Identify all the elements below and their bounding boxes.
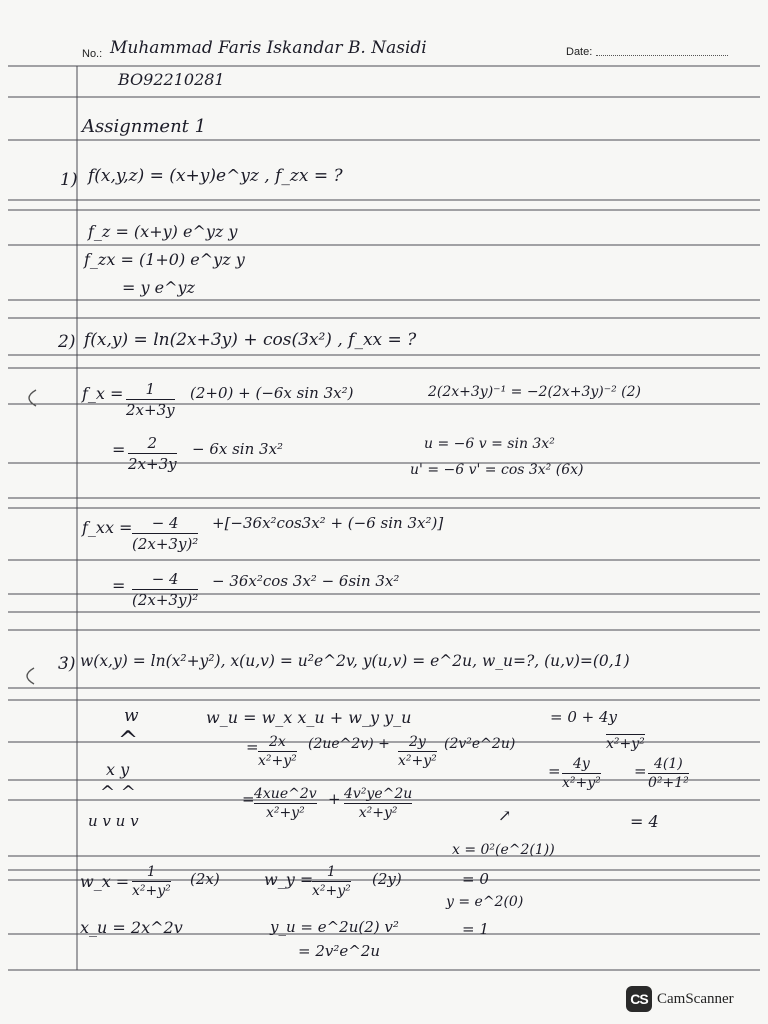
q2-side1: 2(2x+3y)⁻¹ = −2(2x+3y)⁻² (2)	[428, 384, 642, 400]
q2-fxx-rest: +[−36x²cos3x² + (−6 sin 3x²)]	[212, 514, 444, 532]
q2-fxx-num: − 4	[151, 514, 179, 532]
q2-fxx-lhs: f_xx =	[82, 518, 133, 537]
camscanner-brand: CamScanner	[657, 990, 734, 1007]
q1-number: 1)	[60, 170, 78, 190]
q3-eq1-num-a: 2x	[268, 734, 286, 750]
q3-eq2-den-b: x²+y²	[358, 805, 398, 821]
q3-eq1-frac-a	[258, 734, 297, 769]
binder-mark	[27, 668, 34, 684]
q3-wy-rest: (2y)	[372, 870, 402, 888]
q2-fx-num: 1	[145, 380, 156, 398]
q3-eq1-end: (2v²e^2u)	[444, 736, 516, 752]
q3-wu-line: w_u = w_x x_u + w_y y_u	[206, 708, 412, 727]
q2-side3: u' = −6 v' = cos 3x² (6x)	[410, 462, 584, 478]
q3-eq2-frac-a	[254, 786, 317, 821]
q2-eq2-rest: − 6x sin 3x²	[192, 440, 284, 458]
q3-yu: y_u = e^2u(2) v²	[270, 918, 399, 936]
q3-r2-eq: =	[548, 762, 561, 780]
q2-fin-eq: =	[112, 576, 126, 595]
q3-eq1-den-b: x²+y²	[398, 753, 437, 769]
student-id: BO92210281	[118, 70, 225, 89]
q1-line3: = y e^yz	[122, 278, 195, 297]
q2-eq2-eq: =	[112, 440, 126, 459]
q3-eq2-den-a: x²+y²	[265, 805, 305, 821]
q3-r3-eq: =	[634, 762, 647, 780]
q2-side2: u = −6 v = sin 3x²	[424, 436, 555, 452]
q3-r1-den: x²+y²	[606, 736, 645, 752]
q3-x-sub: x = 0²(e^2(1))	[452, 842, 555, 858]
q2-fx-fraction	[126, 380, 175, 419]
q3-number: 3)	[58, 654, 76, 674]
date-label: Date:	[566, 46, 593, 58]
date-field	[596, 55, 728, 56]
q3-y-val: = 1	[462, 920, 489, 938]
q3-tree-xy: x y	[106, 760, 130, 779]
q3-eq1-den-a: x²+y²	[258, 753, 297, 769]
q2-eq2-fraction	[128, 434, 177, 473]
q3-tree-leaves: u v u v	[88, 812, 139, 830]
q3-r2-den: x²+y²	[562, 775, 601, 791]
q3-eq2-num-b: 4v²ye^2u	[344, 786, 413, 802]
q3-wy-num: 1	[326, 864, 336, 880]
q2-fx-den: 2x+3y	[126, 401, 175, 419]
q3-eq2-eq: =	[242, 790, 255, 808]
q3-r2-num: 4y	[572, 756, 590, 772]
q3-wy-lhs: w_y =	[264, 870, 314, 889]
q1-line1: f_z = (x+y) e^yz y	[88, 222, 238, 241]
q3-r3-fraction	[648, 756, 689, 791]
q2-number: 2)	[58, 332, 76, 352]
no-label: No.:	[82, 48, 103, 60]
q3-r3-num: 4(1)	[654, 756, 683, 772]
assignment-title: Assignment 1	[82, 116, 207, 137]
q3-tree-caret2: ^ ^	[100, 782, 136, 803]
q3-xu: x_u = 2x^2v	[80, 918, 183, 937]
student-name: Muhammad Faris Iskandar B. Nasidi	[110, 38, 427, 58]
q3-tree-w: w	[124, 706, 139, 726]
q3-eq2-frac-b	[344, 786, 412, 821]
q2-fin-rest: − 36x²cos 3x² − 6sin 3x²	[212, 572, 400, 590]
q3-wy-den: x²+y²	[312, 883, 351, 899]
q3-r1: = 0 + 4y	[550, 708, 618, 726]
q3-eq1-num-b: 2y	[408, 734, 426, 750]
q3-arrow: ↗	[498, 806, 512, 825]
q2-fx-lhs: f_x =	[82, 384, 124, 403]
q2-fin-den: (2x+3y)²	[132, 591, 199, 609]
q2-fin-fraction	[132, 570, 198, 609]
q3-question: w(x,y) = ln(x²+y²), x(u,v) = u²e^2v, y(u,v) = e^2u, w_u=?, (u,v)=(0,1)	[80, 652, 630, 670]
q2-fx-rest: (2+0) + (−6x sin 3x²)	[190, 384, 354, 402]
q3-wx-fraction	[132, 864, 171, 899]
q3-x-val: = 0	[462, 870, 489, 888]
q3-yu2: = 2v²e^2u	[298, 942, 381, 960]
q3-r2-fraction	[562, 756, 601, 791]
q2-fxx-fraction	[132, 514, 198, 553]
q3-tree-caret1: ^	[118, 726, 139, 754]
q3-wx-num: 1	[146, 864, 156, 880]
q1-question: f(x,y,z) = (x+y)e^yz , f_zx = ?	[88, 166, 343, 186]
q3-wx-den: x²+y²	[132, 883, 171, 899]
q3-eq1-mid: (2ue^2v) +	[308, 736, 390, 752]
q3-eq1-eq: =	[246, 738, 259, 756]
q3-wy-fraction	[312, 864, 351, 899]
q3-eq1-frac-b	[398, 734, 437, 769]
q2-question: f(x,y) = ln(2x+3y) + cos(3x²) , f_xx = ?	[84, 330, 417, 350]
q3-wx-lhs: w_x =	[80, 872, 130, 891]
q2-eq2-den: 2x+3y	[128, 455, 177, 473]
q2-fxx-den: (2x+3y)²	[132, 535, 199, 553]
q3-eq2-num-a: 4xue^2v	[254, 786, 317, 802]
q3-wx-rest: (2x)	[190, 870, 220, 888]
q3-r3-den: 0²+1²	[648, 775, 689, 791]
q2-fin-num: − 4	[151, 570, 179, 588]
q1-line2: f_zx = (1+0) e^yz y	[84, 250, 245, 269]
camscanner-watermark	[626, 986, 734, 1012]
q3-r4: = 4	[630, 812, 659, 831]
q3-y-sub: y = e^2(0)	[446, 894, 524, 910]
camscanner-logo-icon: CS	[626, 986, 652, 1012]
q2-eq2-num: 2	[147, 434, 158, 452]
q3-eq2-plus: +	[328, 790, 341, 808]
